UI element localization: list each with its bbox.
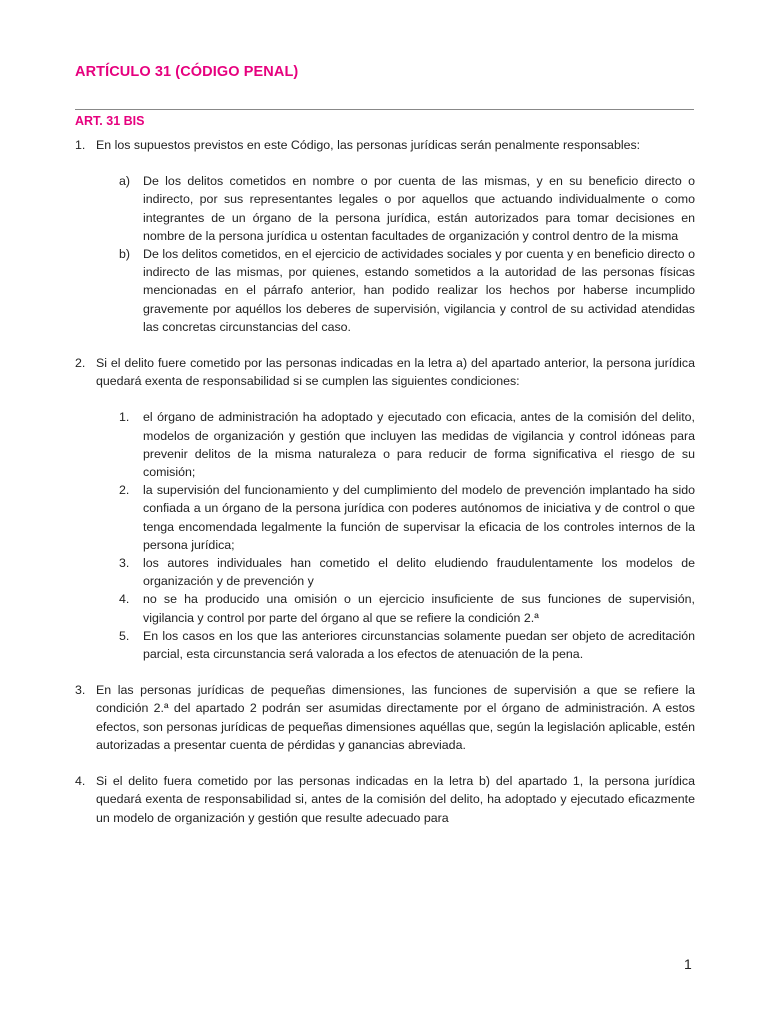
list-item-text: los autores individuales han cometido el delito eludiendo fraudulentamente los modelos de organización y de prevención y: [143, 556, 695, 589]
list-item-marker: 2.: [119, 483, 130, 498]
list-item-marker: a): [119, 174, 131, 189]
title-divider: [75, 109, 694, 110]
section-number: 4.: [75, 774, 86, 789]
section-text: Si el delito fuere cometido por las personas indicadas en la letra a) del apartado anterior, la persona jurídica quedará exenta de responsabilidad si se cumplen las siguientes condiciones:: [96, 356, 695, 389]
list-item: [75, 245, 695, 336]
list-item-text: En los casos en los que las anteriores circunstancias solamente puedan ser objeto de acreditación parcial, esta circunstancia será valorada a los efectos de atenuación de la pena.: [143, 628, 695, 662]
article-body: [75, 136, 695, 827]
list-item-text: De los delitos cometidos, en el ejercicio de actividades sociales y por cuenta y en beneficio directo o indirecto de las mismas, por quienes, estando sometidos a la autoridad de las personas físicas mencionadas en el párrafo anterior, han podido realizar los hechos por haberse incumplido gravemente por aquéllos los deberes de supervisión, vigilancia y control de su actividad atendidas las concretas circunstancias del caso.: [143, 247, 695, 334]
list-item: [75, 554, 695, 590]
list-item-marker: 5.: [119, 628, 130, 643]
section-3: [75, 681, 695, 754]
section-2: [75, 354, 695, 390]
section-2-list: [75, 408, 695, 663]
list-item-text: no se ha producido una omisión o un ejercicio insuficiente de sus funciones de supervisión, vigilancia y control por parte del órgano al que se refiere la condición 2.ª: [143, 592, 695, 625]
list-item: [75, 481, 695, 554]
list-item: [75, 590, 695, 626]
list-item: [75, 408, 695, 481]
list-item: [75, 627, 695, 663]
page-title: ARTÍCULO 31 (CÓDIGO PENAL): [75, 64, 299, 80]
list-item-marker: 4.: [119, 592, 130, 607]
page-number: 1: [684, 956, 692, 972]
section-1-list: [75, 172, 695, 336]
list-item-text: el órgano de administración ha adoptado y ejecutado con eficacia, antes de la comisión del delito, modelos de organización y gestión que incluyen las medidas de vigilancia y control idóneas para prevenir delitos de la misma naturaleza o para reducir de forma significativa el riesgo de su comisión;: [143, 410, 695, 480]
section-number: 3.: [75, 683, 86, 698]
list-item-text: la supervisión del funcionamiento y del cumplimiento del modelo de prevención implantado ha sido confiada a un órgano de la persona jurídica con poderes autónomos de iniciativa y de control o que tenga encomendada legalmente la función de supervisar la eficacia de los controles internos de la persona jurídica;: [143, 483, 695, 552]
section-number: 1.: [75, 138, 86, 152]
article-subtitle: ART. 31 BIS: [75, 114, 145, 128]
section-number: 2.: [75, 356, 86, 371]
list-item-marker: 1.: [119, 410, 130, 425]
section-1: [75, 136, 695, 154]
list-item-text: De los delitos cometidos en nombre o por cuenta de las mismas, y en su beneficio directo o indirecto, por sus representantes legales o por aquellos que actuando individualmente o como integrantes de un órgano de la persona jurídica, están autorizados para tomar decisiones en nombre de la persona jurídica u ostentan facultades de organización y control dentro de la misma: [143, 174, 695, 243]
section-4: [75, 772, 695, 827]
section-text: En los supuestos previstos en este Código, las personas jurídicas serán penalmente responsables:: [96, 138, 641, 152]
section-text: Si el delito fuera cometido por las personas indicadas en la letra b) del apartado 1, la persona jurídica quedará exenta de responsabilidad si, antes de la comisión del delito, ha adoptado y ejecutado eficazmente un modelo de organización y gestión que resulte adecuado para: [96, 774, 695, 825]
list-item: [75, 172, 695, 245]
section-text: En las personas jurídicas de pequeñas dimensiones, las funciones de supervisión a que se refiere la condición 2.ª del apartado 2 podrán ser asumidas directamente por el órgano de administración. A estos efectos, son personas jurídicas de pequeñas dimensiones aquéllas que, según la legislación aplicable, estén autorizadas a presentar cuenta de pérdidas y ganancias abreviada.: [96, 683, 695, 752]
list-item-marker: b): [119, 247, 131, 262]
list-item-marker: 3.: [119, 556, 130, 571]
